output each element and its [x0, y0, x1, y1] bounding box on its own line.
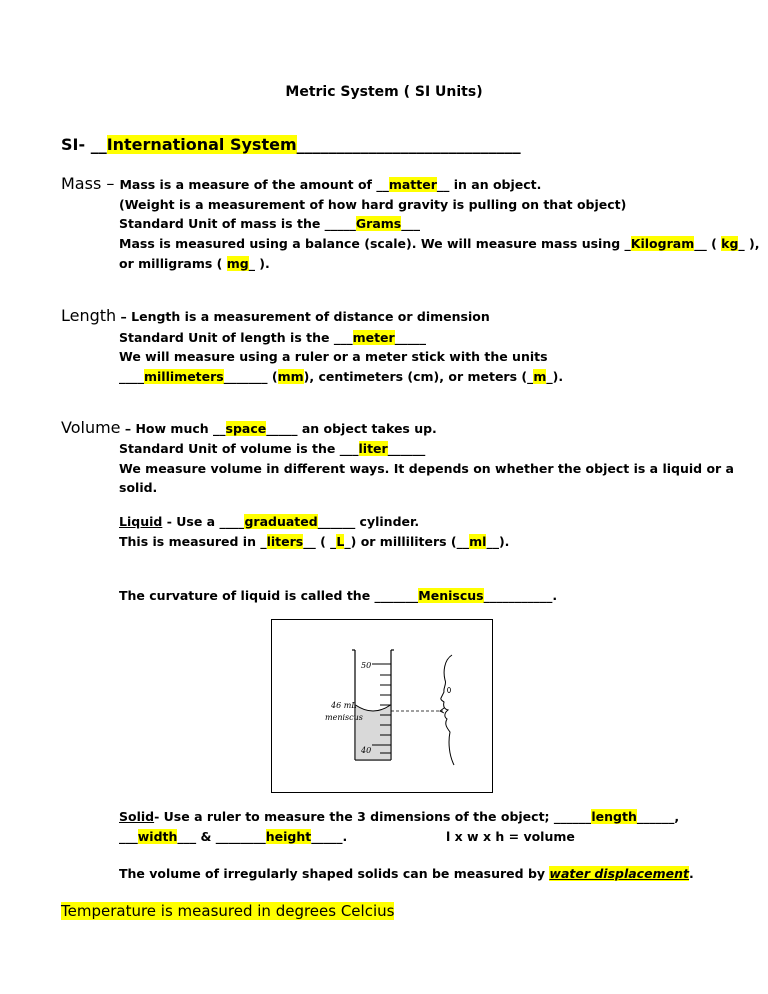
reading-label: 46 mL: [331, 701, 357, 710]
volume-line-2: Standard Unit of volume is the ___liter______: [119, 441, 426, 456]
liquid-line-1: Liquid - Use a ____graduated______ cylinder.: [119, 514, 420, 529]
meniscus-figure: [271, 619, 493, 793]
length-line-3: We will measure using a ruler or a meter stick with the units: [119, 349, 548, 364]
page-title: Metric System ( SI Units): [285, 84, 483, 100]
length-line-1: Length – Length is a measurement of distance or dimension: [61, 306, 490, 325]
mass-line-1: Mass – Mass is a measure of the amount of __matter__ in an object.: [61, 174, 542, 193]
liquid-line-2: This is measured in _liters__ ( _L_) or milliliters (__ml__).: [119, 534, 510, 549]
temperature-line: Temperature is measured in degrees Celcius: [61, 902, 395, 920]
mass-line-3: Standard Unit of mass is the _____Grams___: [119, 216, 420, 231]
volume-formula: l x w x h = volume: [446, 829, 575, 844]
solid-line-2: ___width___ & ________height_____.: [119, 829, 348, 844]
volume-heading: Volume: [61, 418, 121, 437]
meniscus-label: meniscus: [325, 713, 363, 722]
volume-line-1: Volume – How much __space_____ an object takes up.: [61, 418, 437, 437]
length-heading: Length: [61, 306, 117, 325]
mass-line-2: (Weight is a measurement of how hard gravity is pulling on that object): [119, 197, 627, 212]
tick-label-40: 40: [361, 746, 372, 755]
length-line-4: ____millimeters_______ (mm), centimeters (cm), or meters (_m_).: [119, 369, 564, 384]
si-line: SI- __International System____________________________: [61, 135, 521, 154]
mass-heading: Mass: [61, 174, 102, 193]
volume-line-3: We measure volume in different ways. It depends on whether the object is a liquid or a: [119, 461, 734, 476]
mass-line-5: or milligrams ( mg_ ).: [119, 256, 270, 271]
irregular-solids-line: The volume of irregularly shaped solids can be measured by water displacement.: [119, 866, 694, 881]
volume-line-4: solid.: [119, 480, 158, 495]
length-line-2: Standard Unit of length is the ___meter_____: [119, 330, 426, 345]
graduated-cylinder-illustration: [272, 620, 491, 791]
meniscus-line: The curvature of liquid is called the _______Meniscus___________.: [119, 588, 558, 603]
mass-line-4: Mass is measured using a balance (scale). We will measure mass using _Kilogram__ ( kg_ ),: [119, 236, 760, 251]
tick-label-50: 50: [361, 661, 372, 670]
solid-line-1: Solid- Use a ruler to measure the 3 dimensions of the object; ______length______,: [119, 809, 680, 824]
